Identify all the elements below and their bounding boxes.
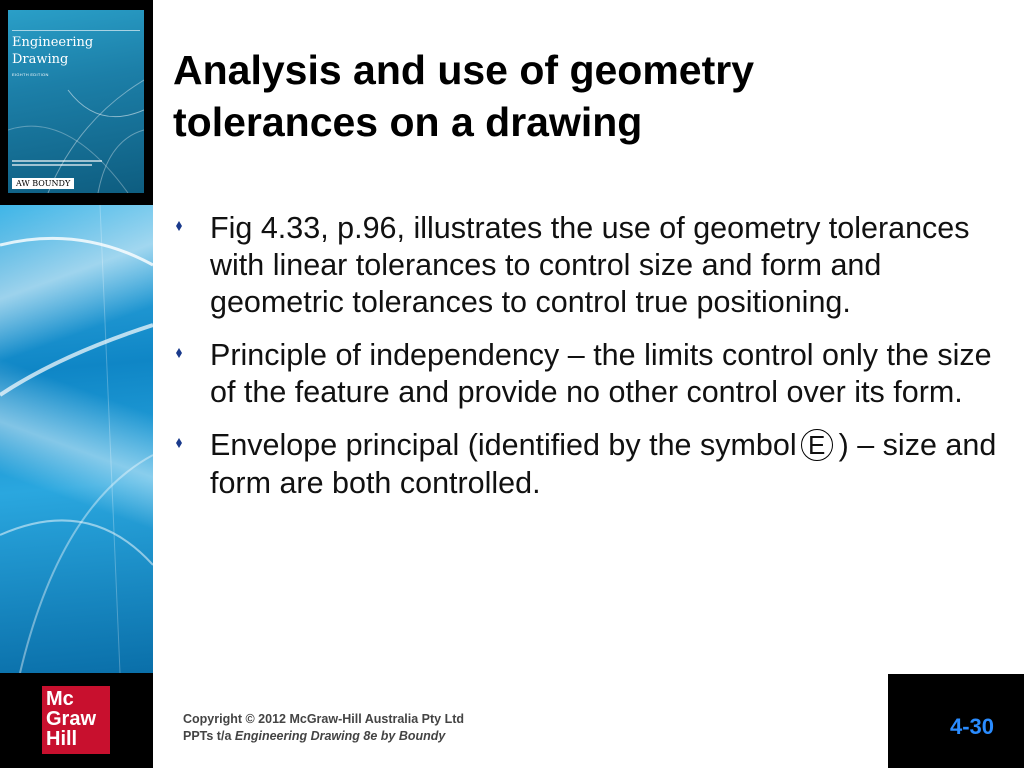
copyright-notice [183,711,464,745]
mcgraw-hill-logo [42,686,110,754]
slide-title: Analysis and use of geometry tolerances on a drawing [173,47,755,145]
bullet-text-after: ) – size and form are both controlled. [210,428,997,500]
logo-line3: Hill [46,728,78,750]
blue-art-lines [0,205,153,673]
page-number: 4-30 [949,714,994,739]
diamond-bullet-icon [174,438,184,448]
logo-line2: Graw [46,708,97,730]
logo-line1: Mc [46,688,74,710]
book-cover [8,10,144,193]
book-edition: EIGHTH EDITION [12,72,49,77]
envelope-e-symbol: E [801,429,833,461]
diamond-bullet-icon [174,221,184,231]
copyright-line: Copyright © 2012 McGraw-Hill Australia Pty Ltd [183,712,465,726]
decorative-blue-artwork [0,205,153,673]
bullet-item [174,210,1004,321]
bullet-text: Fig 4.33, p.96, illustrates the use of geometry tolerances with linear tolerances to control size and form and geometric tolerances to control true positioning. [210,211,970,319]
page-number-box [888,674,1024,768]
ppts-book-title: Engineering Drawing 8e by Boundy [234,729,446,743]
bullet-text: Principle of independency – the limits control only the size of the feature and provide no other control over its form. [210,338,992,409]
bullet-text-before: Envelope principal (identified by the symbol [210,428,797,462]
book-title-line1: Engineering [12,35,94,50]
ppts-prefix: PPTs t/a [183,729,232,743]
bullet-item [174,337,1004,411]
bullet-list [174,210,1004,518]
bullet-item [174,427,1004,502]
book-title-line2: Drawing [12,52,69,67]
diamond-bullet-icon [174,348,184,358]
book-author: AW BOUNDY [12,178,74,189]
cover-blurb [12,160,102,170]
ppts-line [183,728,464,745]
